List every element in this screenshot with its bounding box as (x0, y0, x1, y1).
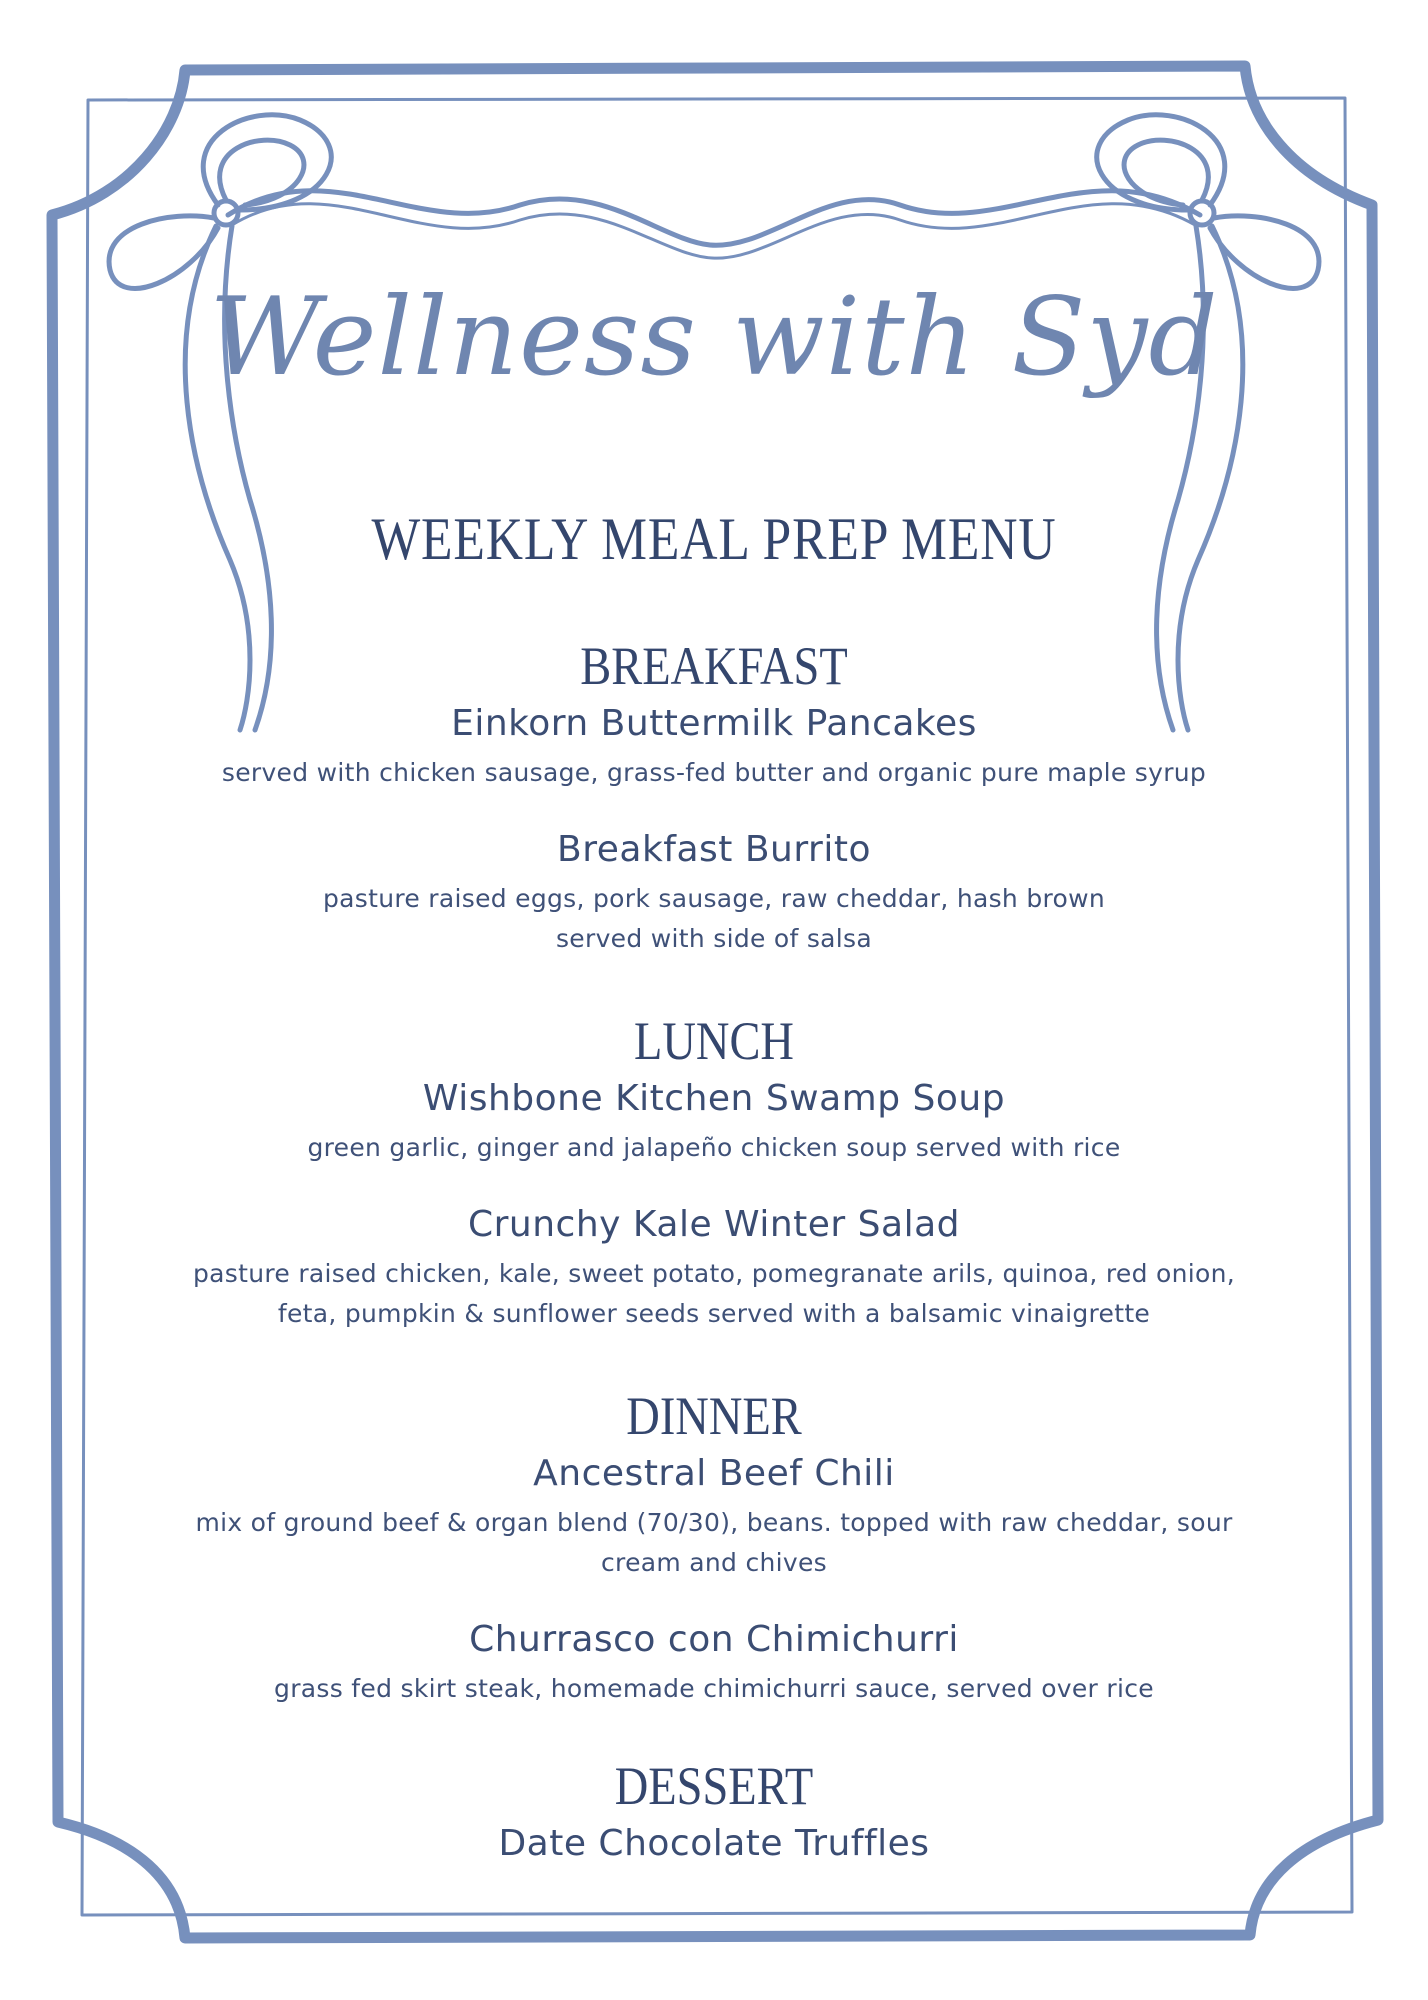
item-name: Wishbone Kitchen Swamp Soup (422, 1078, 1006, 1119)
brand-title: Wellness with Syd (209, 275, 1219, 400)
item-name: Crunchy Kale Winter Salad (467, 1204, 960, 1245)
menu-title: WEEKLY MEAL PREP MENU (371, 506, 1057, 572)
section-dinner (0, 1385, 1428, 1709)
section-title: DESSERT (614, 1756, 814, 1816)
item-name: Ancestral Beef Chili (533, 1453, 895, 1494)
section-lunch (0, 1010, 1428, 1334)
section-title: LUNCH (634, 1011, 794, 1071)
item-name: Date Chocolate Truffles (498, 1823, 930, 1864)
section-breakfast (0, 635, 1428, 959)
item-description: served with chicken sausage, grass-fed butter and organic pure maple syrup (221, 758, 1207, 787)
item-description: feta, pumpkin & sunflower seeds served with a balsamic vinaigrette (277, 1299, 1151, 1328)
item-description: mix of ground beef & organ blend (70/30), beans. topped with raw cheddar, sour (195, 1508, 1233, 1537)
item-description: pasture raised eggs, pork sausage, raw cheddar, hash brown (322, 884, 1106, 913)
item-name: Breakfast Burrito (557, 829, 871, 870)
item-description: cream and chives (601, 1548, 827, 1577)
item-name: Churrasco con Chimichurri (469, 1619, 959, 1660)
item-description: served with side of salsa (555, 924, 872, 953)
section-title: DINNER (626, 1386, 802, 1446)
item-description: green garlic, ginger and jalapeño chicken soup served with rice (307, 1133, 1121, 1162)
item-description: grass fed skirt steak, homemade chimichurri sauce, served over rice (274, 1674, 1154, 1703)
section-dessert (0, 1755, 1428, 1867)
item-description: pasture raised chicken, kale, sweet potato, pomegranate arils, quinoa, red onion, (193, 1259, 1235, 1288)
item-name: Einkorn Buttermilk Pancakes (451, 703, 977, 744)
section-title: BREAKFAST (580, 636, 848, 696)
